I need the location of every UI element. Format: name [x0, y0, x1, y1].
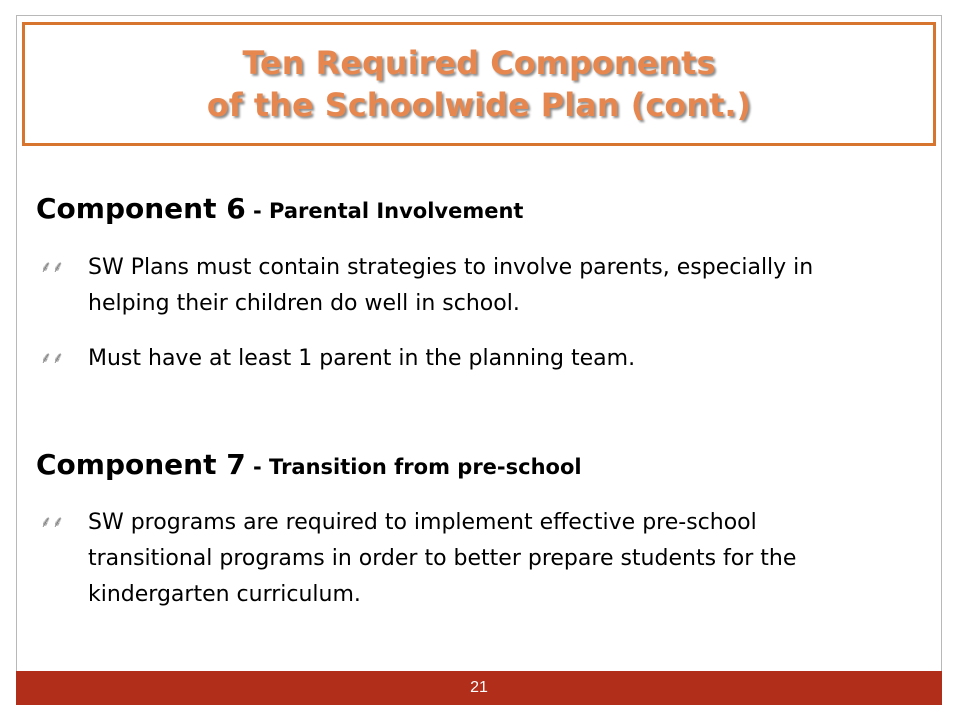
swirl-bullet-icon: ⸙⸙ — [40, 512, 65, 531]
component-6-title: Component 6 — [36, 192, 246, 225]
component-6-heading — [36, 192, 523, 225]
title-box — [22, 22, 936, 146]
bullet-text: SW programs are required to implement effective pre-school transitional programs in order to better prepare students for the kindergarten curriculum. — [88, 510, 797, 607]
title-line-2: of the Schoolwide Plan (cont.) — [206, 86, 752, 124]
swirl-bullet-icon: ⸙⸙ — [40, 348, 65, 367]
bullet-text: Must have at least 1 parent in the planning team. — [88, 346, 636, 371]
swirl-bullet-icon: ⸙⸙ — [40, 257, 65, 276]
title-line-1: Ten Required Components — [242, 44, 716, 82]
component-6-bullet-2 — [40, 341, 878, 377]
footer-bar — [16, 671, 942, 705]
component-7-bullet-1 — [40, 505, 878, 613]
component-6-subtitle: - Parental Involvement — [245, 199, 524, 223]
component-6-bullet-1 — [40, 250, 878, 322]
page-number: 21 — [470, 679, 488, 696]
component-7-subtitle: - Transition from pre-school — [245, 455, 582, 479]
component-7-heading — [36, 448, 582, 481]
bullet-text: SW Plans must contain strategies to involve parents, especially in helping their children do well in school. — [88, 255, 814, 316]
component-7-title: Component 7 — [36, 448, 246, 481]
